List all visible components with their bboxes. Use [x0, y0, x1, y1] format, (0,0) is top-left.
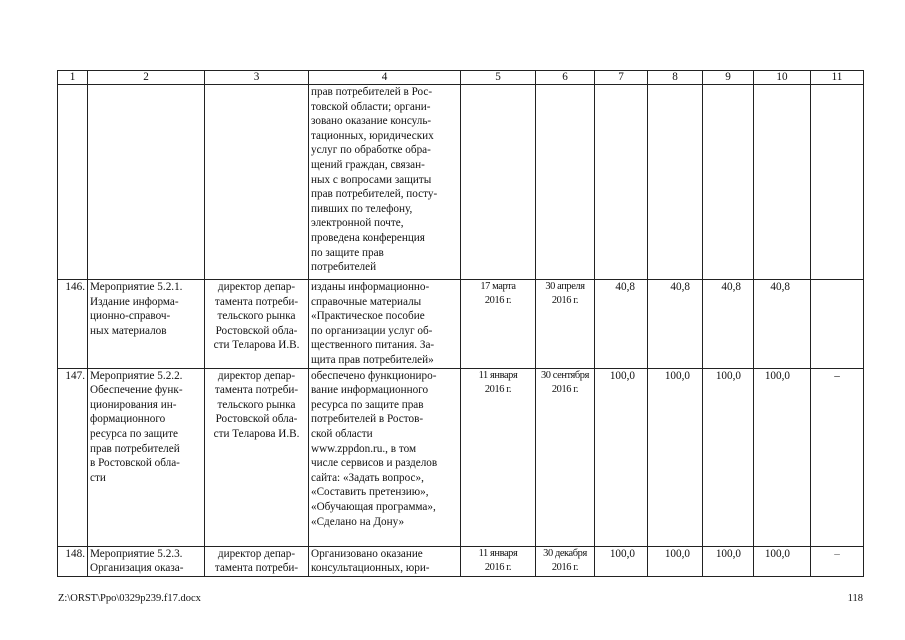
header-cell: 5	[461, 71, 536, 85]
event-cell	[88, 85, 205, 280]
result-cell: обеспечено функциониро- вание информационного ресурса по защите прав потребителей в Ростов- ской области www.zppdon.ru., в том числе сервисов и разделов сайта: «Задать вопрос», «Составить претензию», «Обучающая программа», «Сделано на Дону»	[309, 368, 461, 546]
header-cell: 11	[811, 71, 864, 85]
event-cell: Мероприятие 5.2.1. Издание информа- ционно-справоч- ных материалов	[88, 280, 205, 369]
value-cell: 100,0	[648, 368, 703, 546]
value-cell: 100,0	[754, 546, 811, 576]
header-cell: 6	[536, 71, 595, 85]
result-cell: Организовано оказание консультационных, юри-	[309, 546, 461, 576]
header-cell: 8	[648, 71, 703, 85]
responsible-cell: директор депар- тамента потреби- тельского рынка Ростовской обла- сти Теларова И.В.	[205, 368, 309, 546]
end-date-cell	[536, 85, 595, 280]
header-cell: 4	[309, 71, 461, 85]
start-date-cell: 11 января 2016 г.	[461, 368, 536, 546]
note-cell	[811, 280, 864, 369]
value-cell: 100,0	[648, 546, 703, 576]
value-cell: 40,8	[703, 280, 754, 369]
header-cell: 1	[58, 71, 88, 85]
start-date-cell: 17 марта 2016 г.	[461, 280, 536, 369]
row-number: 146.	[58, 280, 88, 369]
value-cell: 100,0	[703, 546, 754, 576]
table-row	[58, 546, 864, 576]
responsible-cell: директор депар- тамента потреби- тельского рынка Ростовской обла- сти Теларова И.В.	[205, 280, 309, 369]
header-row	[58, 71, 864, 85]
value-cell: 100,0	[754, 368, 811, 546]
value-cell: 40,8	[595, 280, 648, 369]
page-number: 118	[847, 593, 863, 604]
note-cell: –	[811, 546, 864, 576]
note-cell: –	[811, 368, 864, 546]
result-cell: прав потребителей в Рос- товской области; органи- зовано оказание консуль- тационных, юридических услуг по обработке обра- щений граждан, связан- ных с вопросами защиты прав потребителей, посту- пивших по телефону, электронной почте, проведена конференция по защите прав потребителей	[309, 85, 461, 280]
event-cell: Мероприятие 5.2.2. Обеспечение функ- ционирования ин- формационного ресурса по защите прав потребителей в Ростовской обла- сти	[88, 368, 205, 546]
row-number	[58, 85, 88, 280]
start-date-cell	[461, 85, 536, 280]
header-cell: 9	[703, 71, 754, 85]
table-row	[58, 280, 864, 369]
table-row	[58, 368, 864, 546]
note-cell	[811, 85, 864, 280]
end-date-cell: 30 декабря 2016 г.	[536, 546, 595, 576]
row-number: 148.	[58, 546, 88, 576]
value-cell	[648, 85, 703, 280]
header-cell: 2	[88, 71, 205, 85]
value-cell: 40,8	[754, 280, 811, 369]
file-path: Z:\ORST\Ppo\0329p239.f17.docx	[58, 593, 201, 604]
value-cell: 40,8	[648, 280, 703, 369]
event-cell: Мероприятие 5.2.3. Организация оказа-	[88, 546, 205, 576]
value-cell: 100,0	[703, 368, 754, 546]
start-date-cell: 11 января 2016 г.	[461, 546, 536, 576]
value-cell: 100,0	[595, 546, 648, 576]
responsible-cell: директор депар- тамента потреби-	[205, 546, 309, 576]
value-cell	[595, 85, 648, 280]
end-date-cell: 30 сентября 2016 г.	[536, 368, 595, 546]
header-cell: 3	[205, 71, 309, 85]
value-cell	[754, 85, 811, 280]
end-date-cell: 30 апреля 2016 г.	[536, 280, 595, 369]
responsible-cell	[205, 85, 309, 280]
value-cell: 100,0	[595, 368, 648, 546]
plan-table	[57, 70, 864, 577]
result-cell: изданы информационно- справочные материалы «Практическое пособие по организации услуг об- щественного питания. За- щита прав потребителей»	[309, 280, 461, 369]
value-cell	[703, 85, 754, 280]
row-number: 147.	[58, 368, 88, 546]
header-cell: 7	[595, 71, 648, 85]
table-row	[58, 85, 864, 280]
header-cell: 10	[754, 71, 811, 85]
